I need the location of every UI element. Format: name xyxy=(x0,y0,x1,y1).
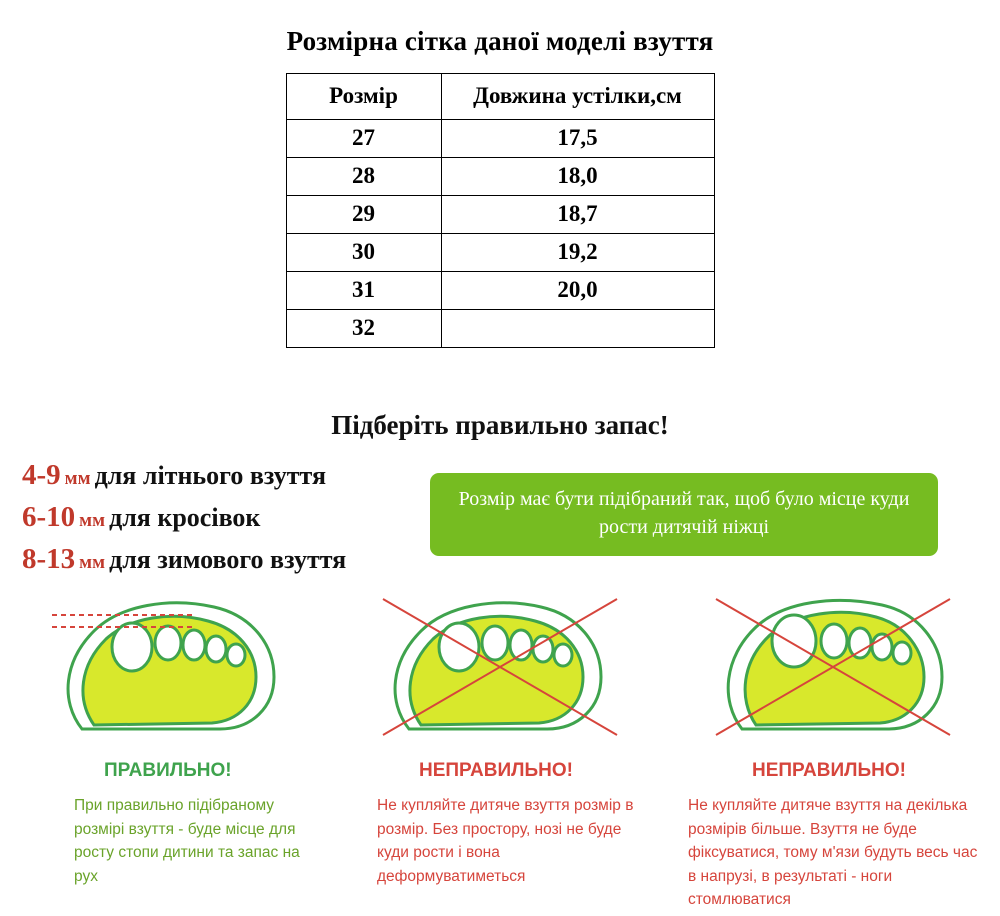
cell-length xyxy=(441,310,714,348)
column-header-size: Розмір xyxy=(286,74,441,120)
cell-length: 19,2 xyxy=(441,234,714,272)
cell-size: 29 xyxy=(286,196,441,234)
allowance-label: для зимового взуття xyxy=(109,545,347,574)
cell-size: 32 xyxy=(286,310,441,348)
table-row xyxy=(286,272,714,310)
allowance-unit: мм xyxy=(64,468,91,489)
foot-correct-fit-icon xyxy=(14,591,319,746)
pick-allowance-title: Підберіть правильно запас! xyxy=(331,410,669,440)
cell-size: 31 xyxy=(286,272,441,310)
allowance-range: 6-10 xyxy=(22,501,76,533)
fit-example-tight xyxy=(333,591,666,912)
cell-length: 18,0 xyxy=(441,158,714,196)
fit-examples xyxy=(0,591,1000,912)
table-row xyxy=(286,310,714,348)
cell-length: 20,0 xyxy=(441,272,714,310)
verdict-label: НЕПРАВИЛЬНО! xyxy=(419,760,573,781)
size-table-wrapper xyxy=(0,73,1000,348)
table-header-row xyxy=(286,74,714,120)
allowance-unit: мм xyxy=(79,510,106,531)
table-row xyxy=(286,234,714,272)
verdict-description: Не купляйте дитяче взуття розмір в розмір. Без простору, нозі не буде куди рости і вона деформуватиметься xyxy=(377,797,634,885)
cell-length: 18,7 xyxy=(441,196,714,234)
table-row xyxy=(286,120,714,158)
allowance-unit: мм xyxy=(79,552,106,573)
allowance-range: 4-9 xyxy=(22,459,61,491)
size-table xyxy=(286,73,715,348)
verdict-description: Не купляйте дитяче взуття на декілька розмірів більше. Взуття не буде фіксуватися, тому м'язи будуть весь час в напрузі, в результаті - ноги стомлюватися xyxy=(688,797,978,909)
cell-size: 27 xyxy=(286,120,441,158)
allowance-label: для літнього взуття xyxy=(94,461,327,490)
foot-loose-fit-icon xyxy=(680,591,985,746)
verdict-label: ПРАВИЛЬНО! xyxy=(104,760,232,781)
verdict-label: НЕПРАВИЛЬНО! xyxy=(752,760,906,781)
cell-size: 28 xyxy=(286,158,441,196)
fit-example-correct xyxy=(0,591,333,912)
cell-length: 17,5 xyxy=(441,120,714,158)
allowance-range: 8-13 xyxy=(22,543,76,575)
size-chart-title: Розмірна сітка даної моделі взуття xyxy=(286,26,714,56)
foot-tight-fit-icon xyxy=(347,591,652,746)
verdict-description: При правильно підібраному розмірі взуття - буде місце для росту стопи дитини та запас на рух xyxy=(74,797,300,885)
table-row xyxy=(286,196,714,234)
table-row xyxy=(286,158,714,196)
allowance-label: для кросівок xyxy=(109,503,261,532)
column-header-length: Довжина устілки,см xyxy=(441,74,714,120)
cell-size: 30 xyxy=(286,234,441,272)
fit-example-loose xyxy=(666,591,999,912)
callout-box: Розмір має бути підібраний так, щоб було місце куди рости дитячій ніжці xyxy=(430,473,938,556)
